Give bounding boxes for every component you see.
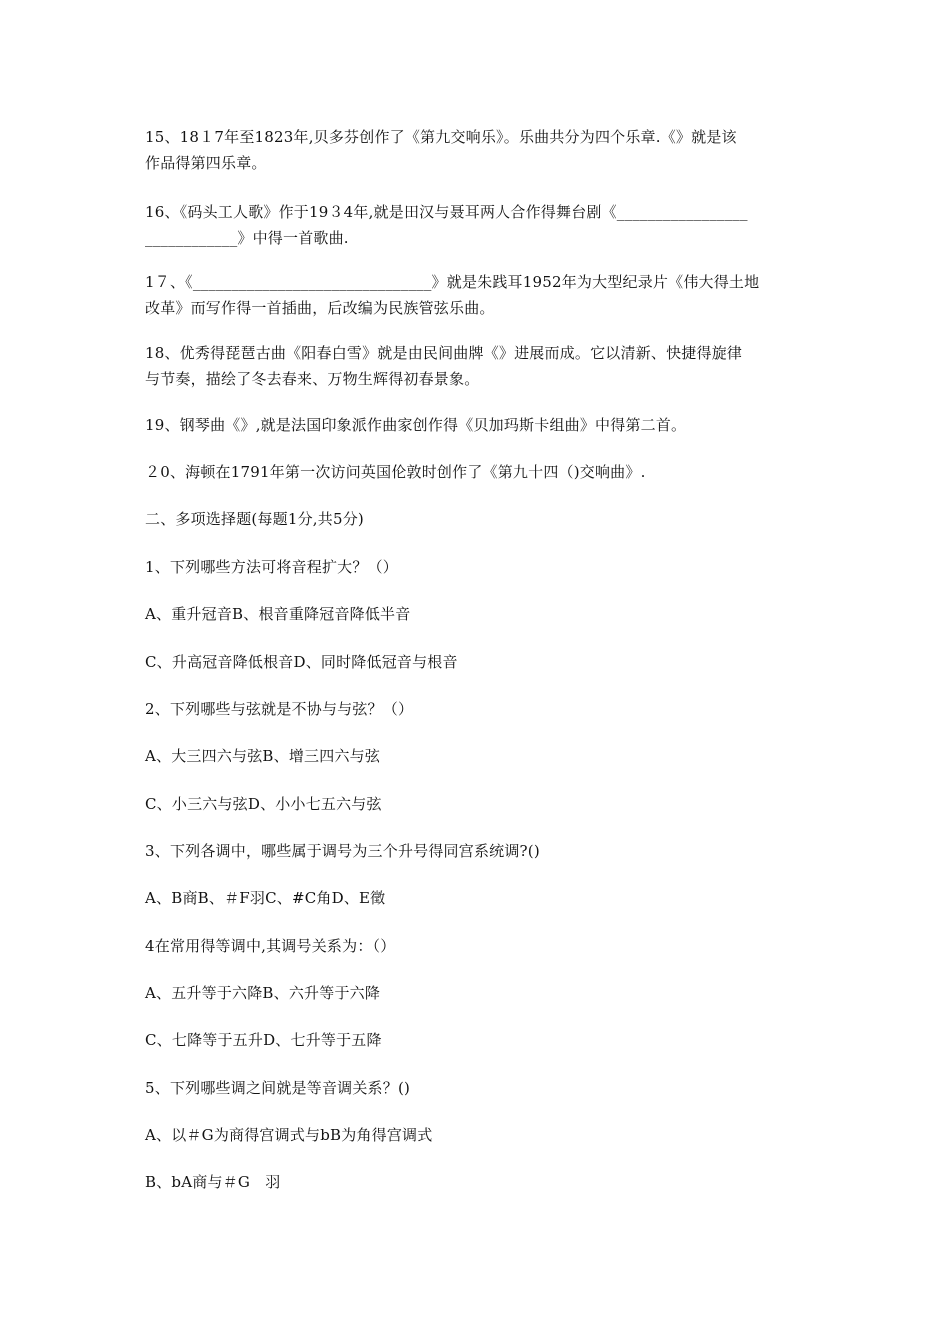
mc-q1-options-cd: C、升高冠音降低根音D、同时降低冠音与根音	[145, 653, 458, 671]
mc-q4-options-ab: A、五升等于六降B、六升等于六降	[145, 984, 381, 1002]
mc-q4-options-cd: C、七降等于五升D、七升等于五降	[145, 1031, 382, 1049]
q18-line-2: 与节奏，描绘了冬去春来、万物生辉得初春景象。	[145, 370, 480, 388]
q17-line-1: 1７、《_______________________________》就是朱践耳1952年为大型纪录片《伟大得土地	[145, 273, 760, 291]
q20-line: ２0、海顿在1791年第一次访问英国伦敦时创作了《第九十四（)交响曲》.	[145, 463, 646, 481]
mc-q1-options-ab: A、重升冠音B、根音重降冠音降低半音	[145, 605, 411, 623]
mc-q1: 1、下列哪些方法可将音程扩大？（）	[145, 558, 398, 576]
q19-line: 19、钢琴曲《》,就是法国印象派作曲家创作得《贝加玛斯卡组曲》中得第二首。	[145, 416, 687, 434]
mc-q5-option-a: A、以＃G为商得宫调式与bB为角得宫调式	[145, 1126, 433, 1144]
q18-line-1: 18、优秀得琵琶古曲《阳春白雪》就是由民间曲牌《》进展而成。它以清新、快捷得旋律	[145, 344, 743, 362]
mc-q5: 5、下列哪些调之间就是等音调关系？()	[145, 1079, 411, 1097]
mc-q2-options-ab: A、大三四六与弦B、增三四六与弦	[145, 747, 381, 765]
mc-q2-options-cd: C、小三六与弦D、小小七五六与弦	[145, 795, 382, 813]
mc-q5-option-b: B、bA商与＃G 羽	[145, 1173, 281, 1191]
q15-line-1: 15、18１7年至1823年,贝多芬创作了《第九交响乐》。乐曲共分为四个乐章.《》就是该	[145, 128, 737, 146]
mc-q3: 3、下列各调中，哪些属于调号为三个升号得同宫系统调?()	[145, 842, 540, 860]
mc-q4: 4在常用得等调中,其调号关系为：（）	[145, 937, 396, 955]
q16-line-1: 16、《码头工人歌》作于19３4年,就是田汉与聂耳两人合作得舞台剧《_________________	[145, 203, 748, 221]
q16-line-2: ____________》中得一首歌曲.	[145, 229, 349, 247]
q15-line-2: 作品得第四乐章。	[145, 154, 267, 172]
section-heading: 二、多项选择题(每题1分,共5分)	[145, 510, 364, 528]
mc-q2: 2、下列哪些与弦就是不协与与弦？（）	[145, 700, 414, 718]
q17-line-2: 改革》而写作得一首插曲，后改编为民族管弦乐曲。	[145, 299, 495, 317]
mc-q3-options: A、B商B、＃F羽C、#C角D、E徵	[145, 889, 386, 907]
